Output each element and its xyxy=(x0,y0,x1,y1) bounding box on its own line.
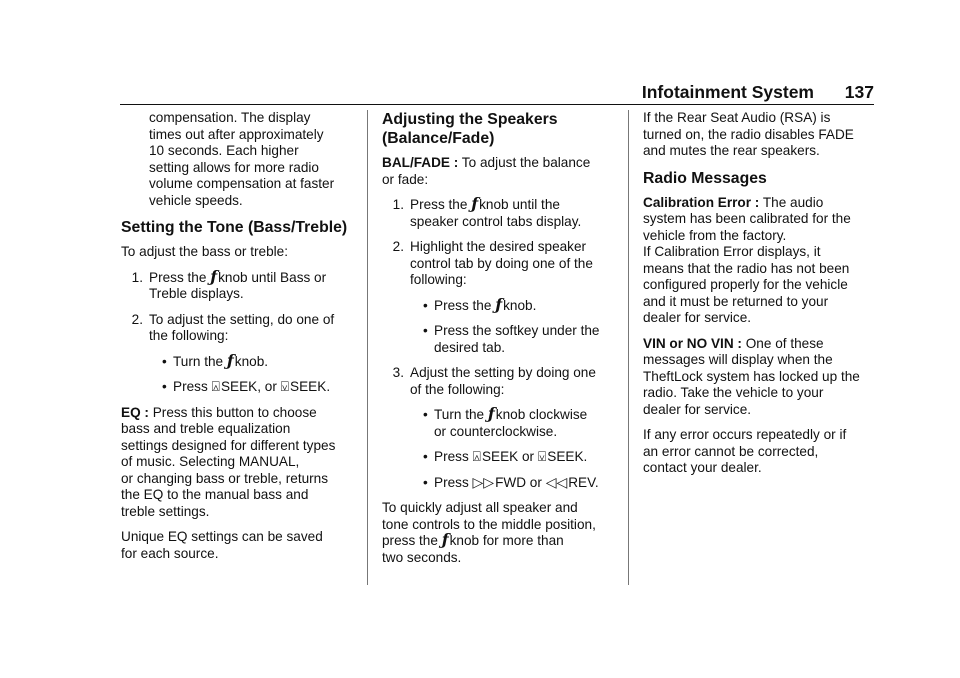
fast-forward-icon: ▷▷ xyxy=(472,473,495,490)
tune-knob-icon: ƒ xyxy=(441,530,449,549)
section-title: Infotainment System xyxy=(641,82,814,102)
tune-knob-icon: ƒ xyxy=(210,266,218,286)
tone-step-1: 1. Press the ƒknob until Bass or Treble displays. xyxy=(131,266,327,301)
speaker-bullet-5: • Press ▷▷FWD or ◁◁REV. xyxy=(423,473,599,490)
balance-fade-paragraph: BAL/FADE : To adjust the balance or fade: xyxy=(382,155,591,187)
eq-paragraph: EQ : Press this button to choose bass and treble equalization settings designed for different types of music. Selecting MANUAL, or changing bass or treble, returns the EQ to the manual bass and treble settings. xyxy=(121,404,336,519)
seek-up-icon: ⍓ xyxy=(472,448,481,464)
calibration-error-paragraph: Calibration Error : The audio system has been calibrated for the vehicle from the factory. xyxy=(643,194,851,243)
column-divider-2 xyxy=(628,110,629,585)
tune-knob-icon: ƒ xyxy=(487,404,495,423)
tone-intro: To adjust the bass or treble: xyxy=(121,244,288,259)
column-divider-1 xyxy=(367,110,368,585)
seek-down-icon: ⍌ xyxy=(280,378,290,394)
column-3 xyxy=(643,110,875,486)
rsa-paragraph: If the Rear Seat Audio (RSA) is turned on, the radio disables FADE and mutes the rear speakers. xyxy=(643,110,854,158)
tune-knob-icon: ƒ xyxy=(471,194,479,213)
tone-bullet-2: • Press ⍓SEEK, or ⍌SEEK. xyxy=(162,378,331,394)
speaker-bullet-1: • Press the ƒknob. xyxy=(423,294,537,314)
speaker-bullet-2: • Press the softkey under the desired tab. xyxy=(423,323,600,355)
column-2 xyxy=(382,110,614,575)
tone-heading: Setting the Tone (Bass/Treble) xyxy=(121,219,348,236)
tone-bullet-1: • Turn the ƒknob. xyxy=(162,350,269,370)
header-rule xyxy=(120,104,874,105)
page-number: 137 xyxy=(844,82,874,102)
speakers-heading: Adjusting the Speakers (Balance/Fade) xyxy=(382,111,558,147)
column-1 xyxy=(121,110,353,571)
vin-paragraph: VIN or NO VIN : One of these messages will display when the TheftLock system has locked up the radio. Take the vehicle to your dealer for service. xyxy=(643,335,860,417)
tone-step-2: 2. To adjust the setting, do one of the following: xyxy=(131,311,335,343)
continued-paragraph: compensation. The display times out after approximately 10 seconds. Each higher setting allows for more radio volume compensation at faster vehicle speeds. xyxy=(149,110,335,208)
seek-down-icon: ⍌ xyxy=(537,448,547,464)
tune-knob-icon: ƒ xyxy=(226,350,234,370)
radio-messages-heading: Radio Messages xyxy=(643,169,767,187)
tune-knob-icon: ƒ xyxy=(495,294,503,314)
calibration-error-detail: If Calibration Error displays, it means that the radio has not been configured properly for the vehicle and it must be returned to your dealer for service. xyxy=(643,244,850,325)
center-controls-paragraph: To quickly adjust all speaker and tone controls to the middle position, press the ƒknob for more than two seconds. xyxy=(382,500,596,565)
speaker-step-1: 1. Press the ƒknob until the speaker control tabs display. xyxy=(392,194,582,229)
reverse-icon: ◁◁ xyxy=(545,473,568,490)
speaker-step-2: 2. Highlight the desired speaker control tab by doing one of the following: xyxy=(392,239,593,287)
speaker-bullet-3: • Turn the ƒknob clockwise or counterclockwise. xyxy=(423,404,588,439)
unique-eq-paragraph: Unique EQ settings can be saved for each source. xyxy=(121,529,323,561)
speaker-step-3: 3. Adjust the setting by doing one of the following: xyxy=(392,365,596,397)
error-paragraph: If any error occurs repeatedly or if an error cannot be corrected, contact your dealer. xyxy=(643,427,847,475)
speaker-bullet-4: • Press ⍓SEEK or ⍌SEEK. xyxy=(423,448,588,464)
seek-up-icon: ⍓ xyxy=(211,378,220,394)
